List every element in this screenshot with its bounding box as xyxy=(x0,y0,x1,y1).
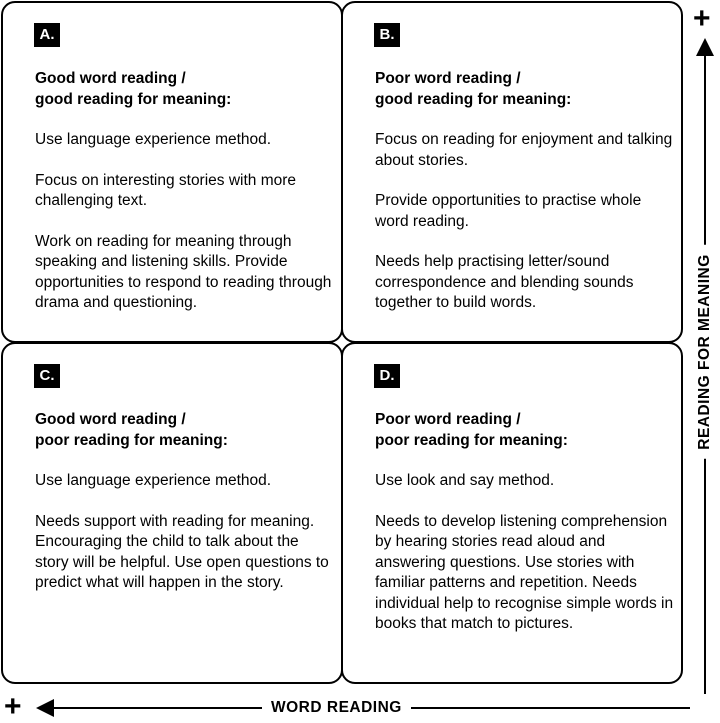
x-axis-plus-sign: + xyxy=(4,690,22,723)
quadrant-b xyxy=(341,1,683,343)
quadrant-d xyxy=(341,342,683,684)
quadrant-c-text xyxy=(35,410,335,614)
quadrant-a-paragraph-1: Use language experience method. xyxy=(35,131,272,148)
quadrant-d-badge: D. xyxy=(374,364,400,388)
quadrant-d-title-line2: poor reading for meaning: xyxy=(375,431,568,449)
quadrant-d-paragraph-1: Use look and say method. xyxy=(375,472,555,489)
quadrant-d-text xyxy=(375,410,675,655)
quadrant-a-paragraph-3: Work on reading for meaning through speaking and listening skills. Provide opportunities to respond to reading through drama and questioning. xyxy=(35,232,332,311)
quadrant-b-paragraph-2: Provide opportunities to practise whole word reading. xyxy=(375,192,642,230)
quadrant-b-paragraph-1: Focus on reading for enjoyment and talking about stories. xyxy=(375,131,673,169)
y-axis-arrowhead xyxy=(696,38,714,56)
quadrant-c-badge: C. xyxy=(34,364,60,388)
quadrant-a xyxy=(1,1,343,343)
quadrant-c-title xyxy=(35,410,335,451)
quadrant-c-paragraph-2: Needs support with reading for meaning. Encouraging the child to talk about the story will be helpful. Use open questions to predict what will happen in the story. xyxy=(35,512,329,591)
quadrant-b-title xyxy=(375,69,675,110)
quadrant-a-title-line1: Good word reading / xyxy=(35,70,186,87)
quadrant-a-badge: A. xyxy=(34,23,60,47)
x-axis-label: WORD READING xyxy=(262,698,411,718)
quadrant-b-title-line2: good reading for meaning: xyxy=(375,90,572,108)
quadrant-b-badge: B. xyxy=(374,23,400,47)
y-axis-plus-sign: + xyxy=(693,2,711,35)
quadrant-d-title xyxy=(375,410,675,451)
quadrant-a-title xyxy=(35,69,335,110)
quadrant-a-text xyxy=(35,69,335,334)
quadrant-d-paragraph-2: Needs to develop listening comprehension by hearing stories read aloud and answering questions. Use stories with familiar patterns and repetition. Needs individual help to recognise simple words in books that match to pictures. xyxy=(375,512,674,632)
quadrant-b-paragraph-3: Needs help practising letter/sound correspondence and blending sounds together to build words. xyxy=(375,253,634,311)
quadrant-d-title-line1: Poor word reading / xyxy=(375,411,521,428)
quadrant-c-title-line2: poor reading for meaning: xyxy=(35,431,228,449)
quadrant-b-text xyxy=(375,69,675,334)
quadrant-c xyxy=(1,342,343,684)
quadrant-a-paragraph-2: Focus on interesting stories with more challenging text. xyxy=(35,171,297,209)
x-axis-arrowhead xyxy=(36,699,54,717)
quadrant-a-title-line2: good reading for meaning: xyxy=(35,90,232,108)
quadrant-c-paragraph-1: Use language experience method. xyxy=(35,472,272,489)
quadrant-c-title-line1: Good word reading / xyxy=(35,411,186,428)
quadrant-b-title-line1: Poor word reading / xyxy=(375,70,521,87)
y-axis-label: READING FOR MEANING xyxy=(695,245,715,459)
